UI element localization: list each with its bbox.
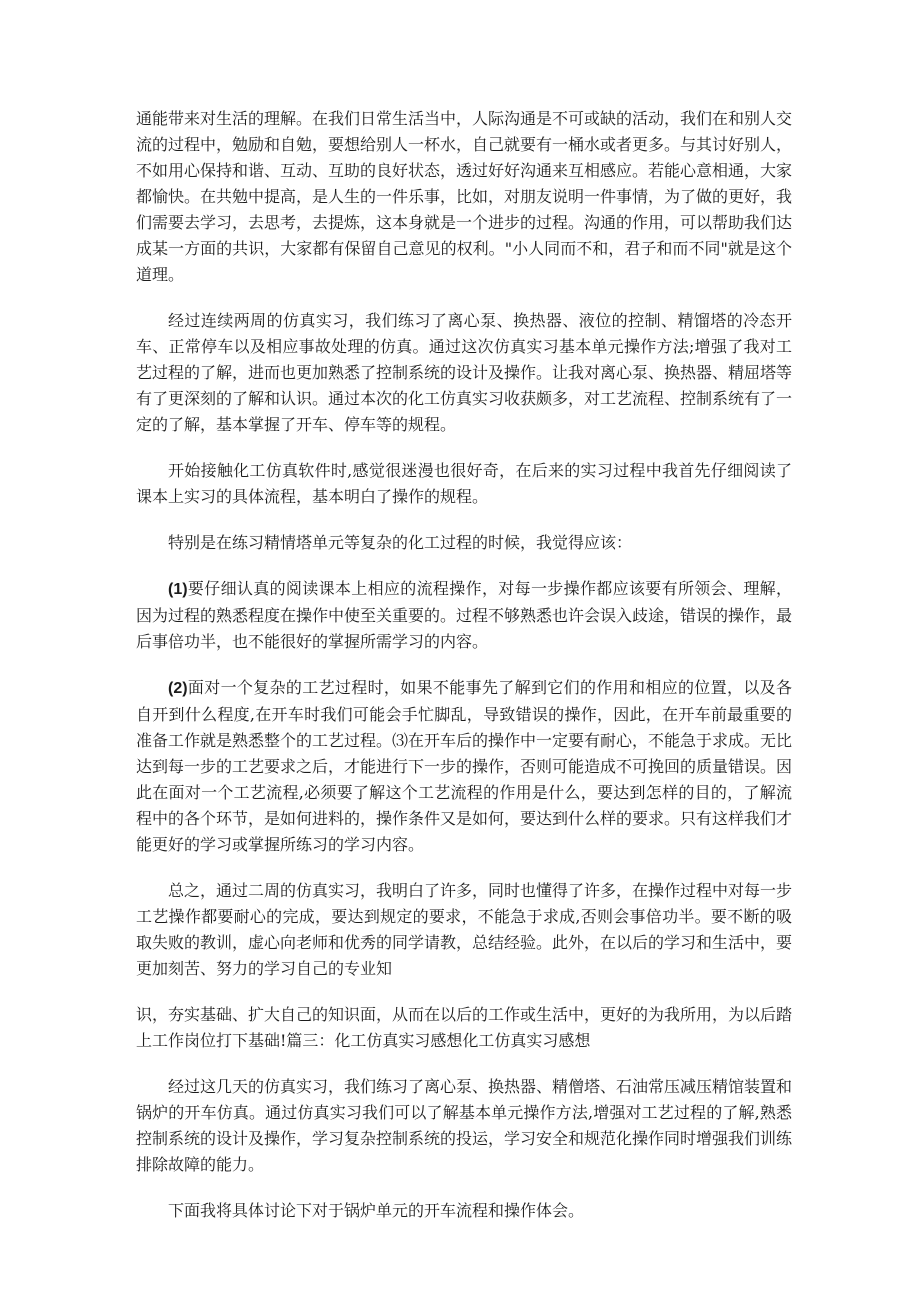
paragraph-summary-continued: 识，夯实基础、扩大自己的知识面，从而在以后的工作或生活中，更好的为我所用，为以后踏上工作岗位打下基础!篇三：化工仿真实习感想化工仿真实习感想 [136,1005,793,1050]
paragraph-text: 要仔细认真的阅读课本上相应的流程操作，对每一步操作都应该要有所领会、理解，因为过程的熟悉程度在操作中使至关重要的。过程不够熟悉也许会误入歧途，错误的操作，最后事倍功半，也不能很好的掌握所需学习的内容。 [136,579,793,651]
document-body [136,106,792,1244]
paragraph-point-2 [136,675,792,858]
paragraph-distillation-intro: 特别是在练习精情塔单元等复杂的化工过程的时候，我觉得应该： [168,533,633,552]
paragraph-point-1 [136,576,792,655]
list-number: (2) [168,680,188,697]
paragraph-summary: 总之，通过二周的仿真实习，我明白了许多，同时也懂得了许多，在操作过程中对每一步工艺操作都要耐心的完成，要达到规定的要求，不能急于求成,否则会事倍功半。要不断的吸取失败的教训，虚心向老师和优秀的同学请教，总结经验。此外，在以后的学习和生活中，要更加刻苦、努力的学习自己的专业知 [136,881,793,978]
paragraph-several-days: 经过这几天的仿真实习，我们练习了离心泵、换热器、精僧塔、石油常压减压精馆装置和锅炉的开车仿真。通过仿真实习我们可以了解基本单元操作方法,增强对工艺过程的了解,熟悉控制系统的设计及操作，学习复杂控制系统的投运，学习安全和规范化操作同时增强我们训练排除故障的能力。 [136,1077,793,1174]
paragraph-text: 面对一个复杂的工艺过程时，如果不能事先了解到它们的作用和相应的位置，以及各自开到什么程度,在开车时我们可能会手忙脚乱，导致错误的操作，因此，在开车前最重要的准备工作就是熟悉整个的工艺过程。⑶在开车后的操作中一定要有耐心，不能急于求成。无比达到每一步的工艺要求之后，才能进行下一步的操作，否则可能造成不可挽回的质量错误。因此在面对一个工艺流程,必须要了解这个工艺流程的作用是什么，要达到怎样的目的，了解流程中的各个环节，是如何进料的，操作条件又是如何，要达到什么样的要求。只有这样我们才能更好的学习或掌握所练习的学习内容。 [136,678,793,854]
paragraph-first-contact: 开始接触化工仿真软件时,感觉很迷漫也很好奇，在后来的实习过程中我首先仔细阅读了课本上实习的具体流程，基本明白了操作的规程。 [136,461,792,506]
paragraph-boiler-intro: 下面我将具体讨论下对于锅炉单元的开车流程和操作体会。 [168,1201,585,1220]
paragraph-simulation-two-weeks: 经过连续两周的仿真实习，我们练习了离心泵、换热器、液位的控制、精馏塔的冷态开车、正常停车以及相应事故处理的仿真。通过这次仿真实习基本单元操作方法;增强了我对工艺过程的了解，进而也更加熟悉了控制系统的设计及操作。让我对离心泵、换热器、精屈塔等有了更深刻的了解和认识。通过本次的化工仿真实习收获颇多，对工艺流程、控制系统有了一定的了解，基本掌握了开车、停车等的规程。 [136,311,793,434]
list-number: (1) [168,581,188,598]
paragraph-communication: 通能带来对生活的理解。在我们日常生活当中，人际沟通是不可或缺的活动，我们在和别人交流的过程中，勉励和自勉，要想给别人一杯水，自己就要有一桶水或者更多。与其讨好别人，不如用心保持和谐、互动、互助的良好状态，透过好好沟通来互相感应。若能心意相通，大家都愉快。在共勉中提高，是人生的一件乐事，比如，对朋友说明一件事情，为了做的更好，我们需要去学习，去思考，去提炼，这本身就是一个进步的过程。沟通的作用，可以帮助我们达成某一方面的共识，大家都有保留自己意见的权利。"小人同而不和，君子和而不同"就是这个道理。 [136,109,793,284]
